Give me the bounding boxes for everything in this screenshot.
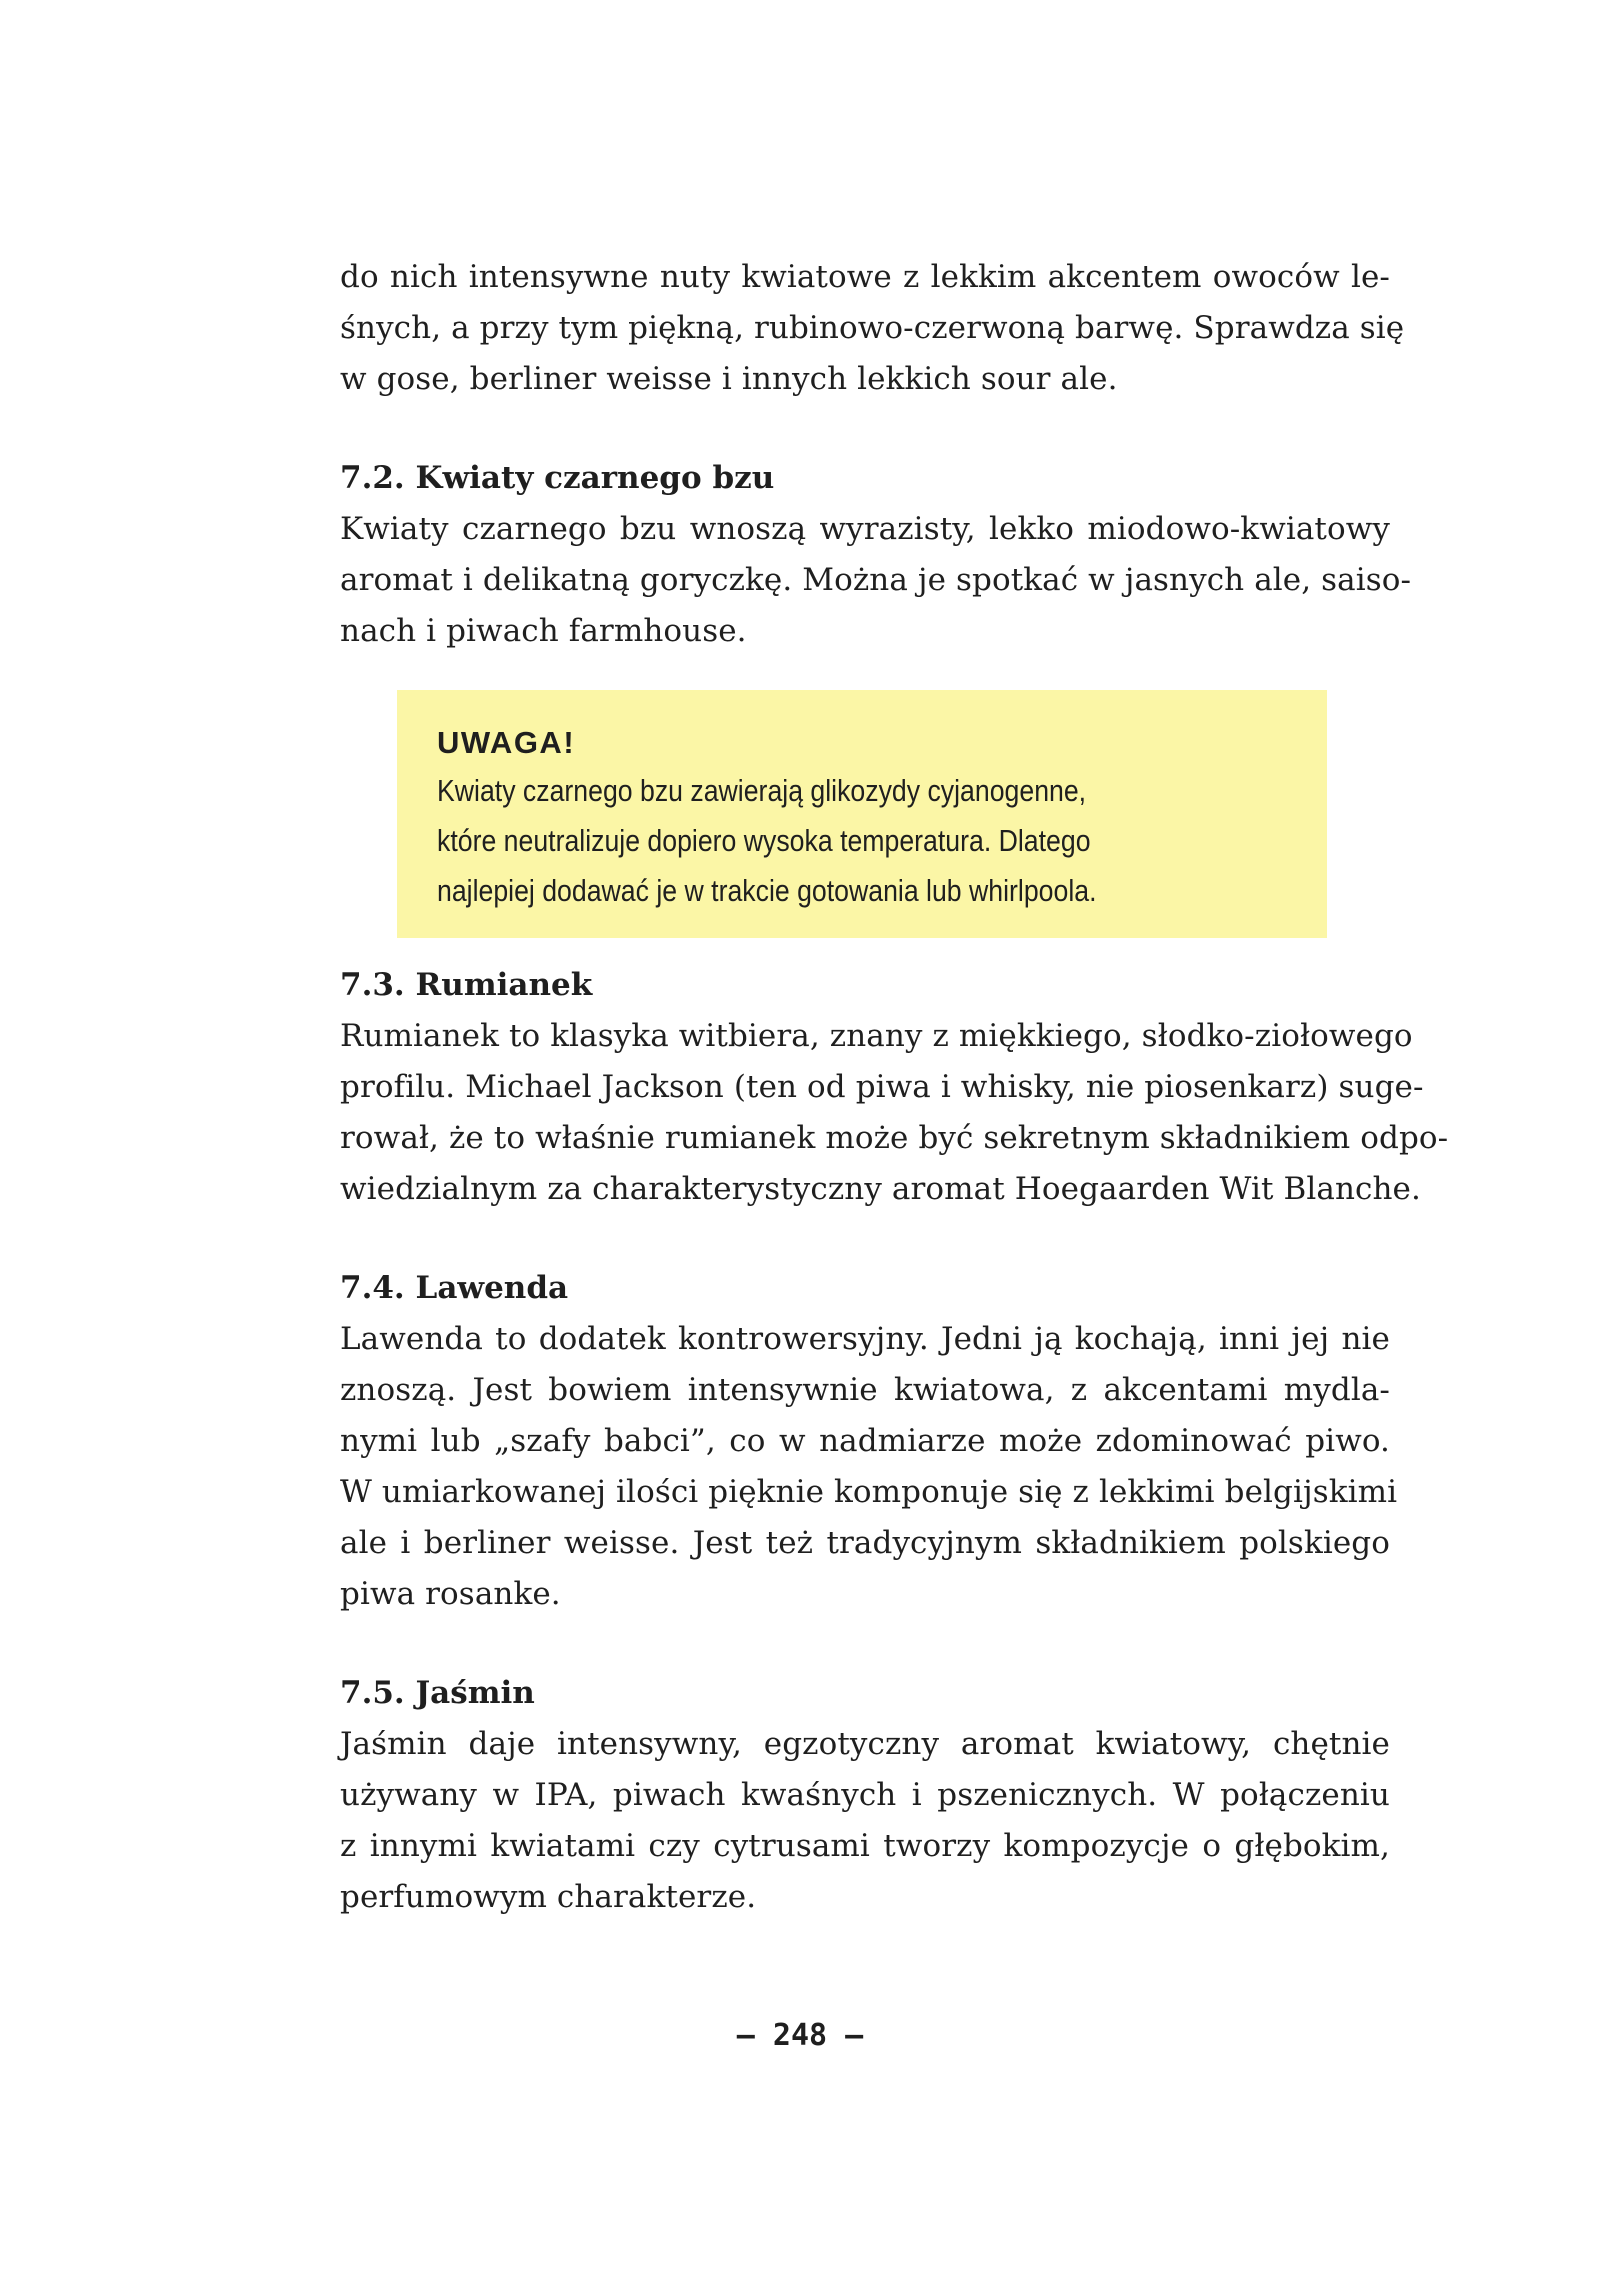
warning-note-box xyxy=(397,690,1327,938)
text-line: perfumowym charakterze. xyxy=(340,1879,757,1915)
text-line: używany w IPA, piwach kwaśnych i pszenicznych. W połączeniu xyxy=(340,1777,1390,1813)
text-line: które neutralizuje dopiero wysoka temperatura. Dlatego xyxy=(437,823,1091,858)
text-line: Rumianek to klasyka witbiera, znany z miękkiego, słodko-ziołowego xyxy=(340,1018,1413,1054)
text-line: Jaśmin daje intensywny, egzotyczny aromat kwiatowy, chętnie xyxy=(340,1726,1390,1762)
text-line: do nich intensywne nuty kwiatowe z lekkim akcentem owoców le- xyxy=(340,259,1390,295)
text-line: śnych, a przy tym piękną, rubinowo-czerwoną barwę. Sprawdza się xyxy=(340,310,1405,346)
spacer xyxy=(340,938,1390,960)
section-heading-7-3: 7.3. Rumianek xyxy=(340,967,593,1003)
text-line: Kwiaty czarnego bzu wnoszą wyrazisty, lekko miodowo-kwiatowy xyxy=(340,511,1390,547)
section-paragraph-7-5 xyxy=(340,1719,1390,1923)
section-paragraph-7-2 xyxy=(340,504,1412,657)
text-line: profilu. Michael Jackson (ten od piwa i whisky, nie piosenkarz) suge- xyxy=(340,1069,1424,1105)
spacer xyxy=(340,657,1390,690)
section-heading-7-4: 7.4. Lawenda xyxy=(340,1270,569,1306)
spacer xyxy=(340,1215,1390,1263)
text-line: aromat i delikatną goryczkę. Można je spotkać w jasnych ale, saiso- xyxy=(340,562,1412,598)
text-line: najlepiej dodawać je w trakcie gotowania lub whirlpoola. xyxy=(437,873,1097,908)
text-line: piwa rosanke. xyxy=(340,1576,561,1612)
note-title: UWAGA! xyxy=(437,725,576,760)
text-line: nach i piwach farmhouse. xyxy=(340,613,747,649)
text-line: znoszą. Jest bowiem intensywnie kwiatowa, z akcentami mydla- xyxy=(340,1372,1390,1408)
text-line: z innymi kwiatami czy cytrusami tworzy kompozycje o głębokim, xyxy=(340,1828,1390,1864)
text-line: wiedzialnym za charakterystyczny aromat Hoegaarden Wit Blanche. xyxy=(340,1171,1421,1207)
text-line: Lawenda to dodatek kontrowersyjny. Jedni ją kochają, inni jej nie xyxy=(340,1321,1390,1357)
note-text xyxy=(437,766,1285,916)
text-line: ale i berliner weisse. Jest też tradycyjnym składnikiem polskiego xyxy=(340,1525,1390,1561)
text-line: nymi lub „szafy babci”, co w nadmiarze może zdominować piwo. xyxy=(340,1423,1390,1459)
intro-paragraph xyxy=(340,252,1405,405)
spacer xyxy=(340,1620,1390,1668)
text-line: rował, że to właśnie rumianek może być sekretnym składnikiem odpo- xyxy=(340,1120,1449,1156)
section-paragraph-7-3 xyxy=(340,1011,1449,1215)
section-heading-7-2: 7.2. Kwiaty czarnego bzu xyxy=(340,460,775,496)
text-line: w gose, berliner weisse i innych lekkich sour ale. xyxy=(340,361,1118,397)
spacer xyxy=(340,405,1390,453)
text-line: W umiarkowanej ilości pięknie komponuje się z lekkimi belgijskimi xyxy=(340,1474,1398,1510)
section-heading-7-5: 7.5. Jaśmin xyxy=(340,1675,535,1711)
section-paragraph-7-4 xyxy=(340,1314,1398,1620)
page-body xyxy=(340,252,1449,1923)
page-number: — 248 — xyxy=(736,2018,864,2053)
text-line: Kwiaty czarnego bzu zawierają glikozydy cyjanogenne, xyxy=(437,773,1087,808)
